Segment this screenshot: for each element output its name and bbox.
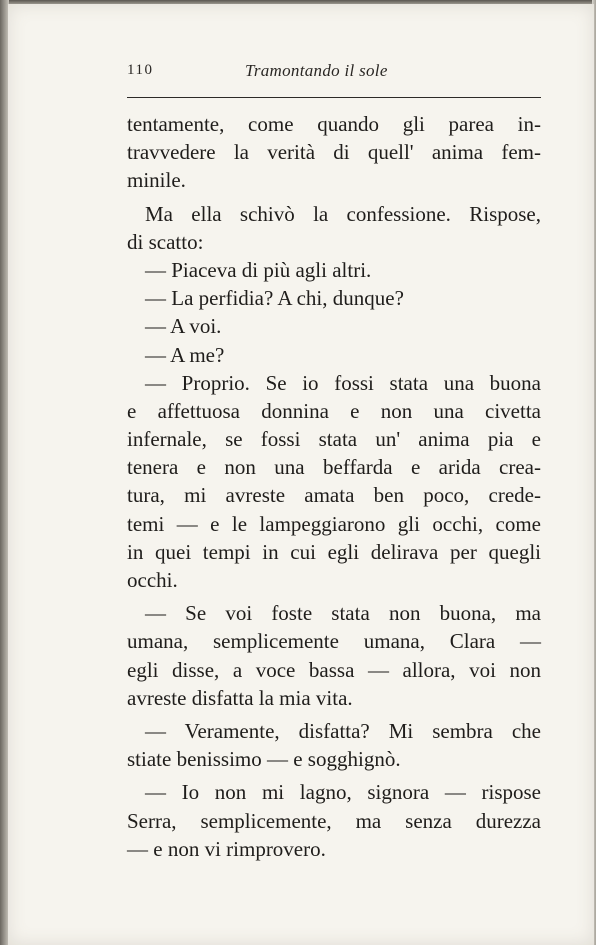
text-line: — A voi. (145, 314, 222, 339)
page-header (127, 62, 540, 90)
text-line: di scatto: (127, 229, 204, 254)
text-line: in quei tempi in cui egli delirava per quegli (127, 539, 541, 564)
text-line: tura, mi avreste amata ben poco, crede- (127, 483, 541, 508)
text-line: tentamente, come quando gli parea in- (127, 112, 541, 136)
text-line: — Piaceva di più agli altri. (145, 257, 372, 282)
text-line: — Veramente, disfatta? Mi sembra che (145, 718, 541, 743)
text-line: tenera e non una beffarda e arida crea- (127, 455, 541, 480)
text-line: temi — e le lampeggiarono gli occhi, come (127, 511, 541, 536)
text-line: travvedere la verità di quell' anima fem- (127, 140, 541, 165)
text-line: — Proprio. Se io fossi stata una buona (145, 370, 541, 395)
header-rule (127, 97, 541, 98)
text-line: egli disse, a voce bassa — allora, voi non (127, 657, 541, 682)
text-line: — Io non mi lagno, signora — rispose (145, 780, 541, 805)
text-line: — e non vi rimprovero. (127, 836, 326, 861)
text-line: avreste disfatta la mia vita. (127, 685, 353, 710)
running-title: Tramontando il sole (245, 61, 388, 80)
text-line: occhi. (127, 568, 178, 592)
body-text (127, 110, 541, 863)
text-line: minile. (127, 168, 186, 193)
text-line: infernale, se fossi stata un' anima pia e (127, 427, 541, 452)
text-line: e affettuosa donnina e non una civetta (127, 398, 541, 423)
text-line: umana, semplicemente umana, Clara — (127, 629, 541, 654)
text-line: — La perfidia? A chi, dunque? (145, 286, 404, 311)
text-line: stiate benissimo — e sogghignò. (127, 747, 401, 772)
text-line: Serra, semplicemente, ma senza durezza (127, 808, 541, 833)
page-number: 110 (127, 62, 154, 78)
text-line: Ma ella schivò la confessione. Rispose, (145, 201, 541, 226)
text-line: — Se voi foste stata non buona, ma (145, 601, 541, 626)
text-line: — A me? (145, 342, 225, 367)
